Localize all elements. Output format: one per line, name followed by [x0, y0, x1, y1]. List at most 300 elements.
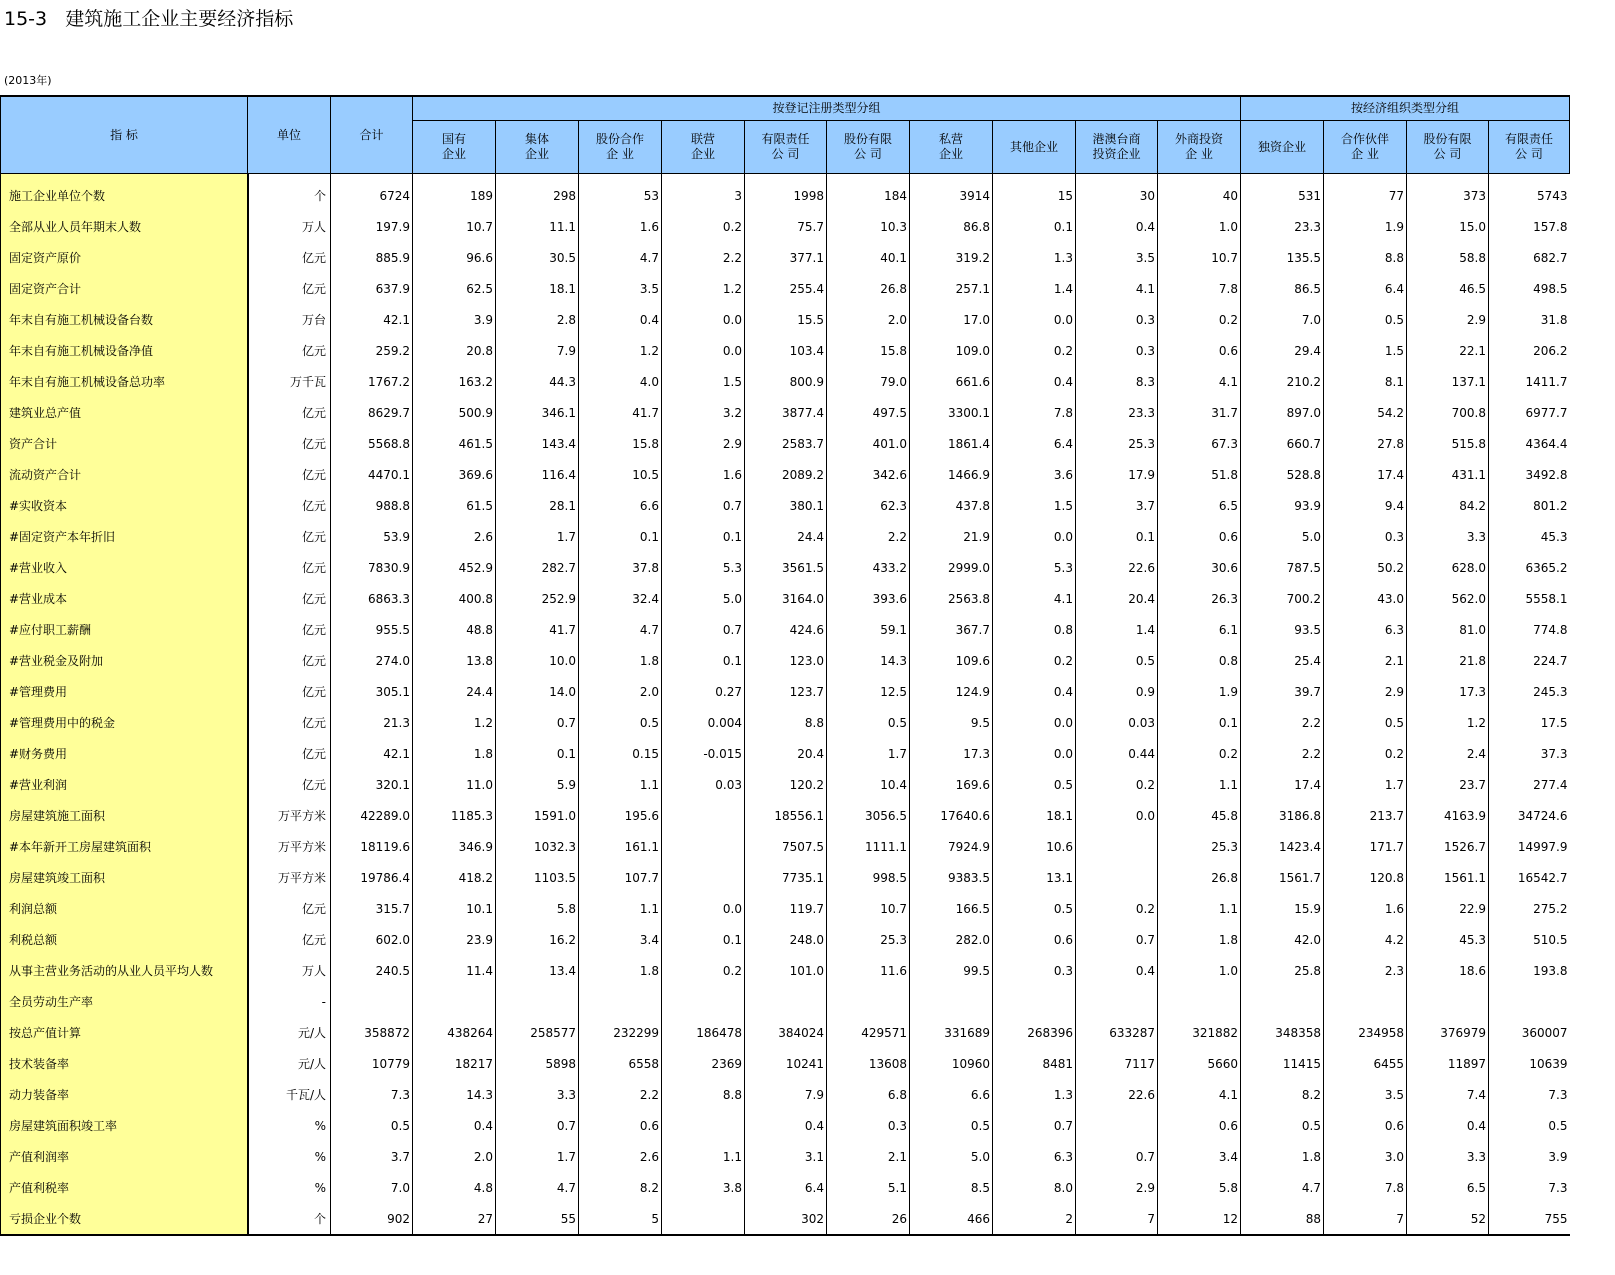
value-cell: 5558.1 — [1489, 583, 1570, 614]
table-row — [1, 738, 1570, 769]
indicator-name: #本年新开工房屋建筑面积 — [1, 831, 248, 862]
value-cell: 34724.6 — [1489, 800, 1570, 831]
value-cell: 3 — [662, 174, 745, 212]
table-row — [1, 862, 1570, 893]
value-cell: 11.4 — [413, 955, 496, 986]
total-value-cell: 5568.8 — [331, 428, 413, 459]
indicator-unit: 亿元 — [301, 747, 326, 761]
value-cell: 0.4 — [1076, 211, 1158, 242]
value-cell: 23.3 — [1076, 397, 1158, 428]
value-cell: 0.5 — [1076, 645, 1158, 676]
value-cell: 163.2 — [413, 366, 496, 397]
value-cell: 342.6 — [827, 459, 910, 490]
value-cell: 4.7 — [579, 242, 662, 273]
header-group-registration: 按登记注册类型分组 — [413, 96, 1241, 121]
value-cell: 2.9 — [1324, 676, 1407, 707]
value-cell: 346.1 — [496, 397, 579, 428]
value-cell: 1.8 — [1158, 924, 1241, 955]
value-cell: 2.2 — [579, 1079, 662, 1110]
table-row — [1, 707, 1570, 738]
header-column-line1: 合作伙伴 — [1340, 132, 1389, 146]
value-cell: 268396 — [993, 1017, 1076, 1048]
value-cell: 2.3 — [1324, 955, 1407, 986]
value-cell: 9.4 — [1324, 490, 1407, 521]
value-cell: 25.3 — [1076, 428, 1158, 459]
value-cell — [579, 986, 662, 1017]
header-indicator: 指 标 — [1, 96, 248, 174]
indicator-unit: 亿元 — [301, 437, 326, 451]
value-cell: 79.0 — [827, 366, 910, 397]
value-cell: 15 — [993, 174, 1076, 212]
value-cell: 3.3 — [1407, 521, 1489, 552]
value-cell: 8.5 — [910, 1172, 993, 1203]
value-cell: 189 — [413, 174, 496, 212]
value-cell: 29.4 — [1241, 335, 1324, 366]
value-cell: 8.8 — [662, 1079, 745, 1110]
value-cell: 1.2 — [662, 273, 745, 304]
value-cell: 1032.3 — [496, 831, 579, 862]
value-cell: 30.5 — [496, 242, 579, 273]
value-cell: 277.4 — [1489, 769, 1570, 800]
value-cell: 2.2 — [1241, 707, 1324, 738]
value-cell: 20.8 — [413, 335, 496, 366]
value-cell: 6.8 — [827, 1079, 910, 1110]
value-cell: 0.4 — [1076, 955, 1158, 986]
value-cell: 2.9 — [1407, 304, 1489, 335]
indicator-name: #营业收入 — [1, 552, 248, 583]
value-cell: 0.5 — [1324, 304, 1407, 335]
value-cell: 195.6 — [579, 800, 662, 831]
value-cell: 2089.2 — [745, 459, 827, 490]
value-cell: 123.7 — [745, 676, 827, 707]
header-column-line1: 股份合作 — [595, 132, 644, 146]
indicator-unit: 万人 — [301, 220, 326, 234]
table-row — [1, 1110, 1570, 1141]
value-cell: 0.6 — [1158, 1110, 1241, 1141]
table-row — [1, 831, 1570, 862]
value-cell: 3.6 — [993, 459, 1076, 490]
value-cell: 23.9 — [413, 924, 496, 955]
total-value-cell: 4470.1 — [331, 459, 413, 490]
value-cell: 438264 — [413, 1017, 496, 1048]
header-column-line1: 独资企业 — [1257, 139, 1306, 154]
value-cell: 10.7 — [827, 893, 910, 924]
value-cell: 1.0 — [1158, 211, 1241, 242]
value-cell: 7507.5 — [745, 831, 827, 862]
value-cell: 0.6 — [1158, 335, 1241, 366]
value-cell: 193.8 — [1489, 955, 1570, 986]
value-cell: 3914 — [910, 174, 993, 212]
value-cell: 2563.8 — [910, 583, 993, 614]
value-cell: 18217 — [413, 1048, 496, 1079]
value-cell — [1158, 986, 1241, 1017]
value-cell: 75.7 — [745, 211, 827, 242]
value-cell: 0.0 — [662, 335, 745, 366]
indicator-name: 固定资产合计 — [1, 273, 248, 304]
value-cell: 3.5 — [1324, 1079, 1407, 1110]
value-cell: 1.9 — [1158, 676, 1241, 707]
value-cell: 0.2 — [662, 211, 745, 242]
value-cell: 0.3 — [1076, 304, 1158, 335]
value-cell: 1423.4 — [1241, 831, 1324, 862]
value-cell: 53 — [579, 174, 662, 212]
header-column-line2: 企业 — [524, 147, 549, 161]
header-group-economic: 按经济组织类型分组 — [1241, 96, 1570, 121]
header-column-line2: 公 司 — [771, 147, 800, 161]
value-cell: 0.0 — [993, 304, 1076, 335]
indicator-name: 动力装备率 — [1, 1079, 248, 1110]
value-cell: 58.8 — [1407, 242, 1489, 273]
value-cell: 15.0 — [1407, 211, 1489, 242]
value-cell: 1111.1 — [827, 831, 910, 862]
indicator-unit: 万平方米 — [277, 840, 326, 854]
value-cell: 0.7 — [496, 707, 579, 738]
indicator-unit: 亿元 — [301, 468, 326, 482]
value-cell — [662, 862, 745, 893]
value-cell: 7 — [1076, 1203, 1158, 1235]
value-cell: 4.0 — [579, 366, 662, 397]
value-cell: 119.7 — [745, 893, 827, 924]
header-column — [1076, 121, 1158, 174]
value-cell: 0.0 — [993, 738, 1076, 769]
value-cell: 2.8 — [496, 304, 579, 335]
value-cell: 5.3 — [662, 552, 745, 583]
value-cell: 169.6 — [910, 769, 993, 800]
value-cell: 6.1 — [1158, 614, 1241, 645]
value-cell: 17.4 — [1241, 769, 1324, 800]
value-cell: 498.5 — [1489, 273, 1570, 304]
value-cell: 5.0 — [662, 583, 745, 614]
value-cell — [662, 986, 745, 1017]
value-cell: 7117 — [1076, 1048, 1158, 1079]
value-cell: 0.7 — [1076, 1141, 1158, 1172]
value-cell — [827, 986, 910, 1017]
value-cell: 45.3 — [1407, 924, 1489, 955]
value-cell: 437.8 — [910, 490, 993, 521]
value-cell: 61.5 — [413, 490, 496, 521]
value-cell: 3.4 — [1158, 1141, 1241, 1172]
value-cell: 1.3 — [993, 1079, 1076, 1110]
value-cell: 4.2 — [1324, 924, 1407, 955]
header-column-line1: 国有 — [441, 132, 466, 146]
value-cell: 1.1 — [579, 893, 662, 924]
value-cell: 0.5 — [579, 707, 662, 738]
header-column-line1: 有限责任 — [761, 132, 810, 146]
value-cell: -0.015 — [662, 738, 745, 769]
header-column-line2: 企业 — [690, 147, 715, 161]
value-cell: 1.2 — [413, 707, 496, 738]
value-cell: 400.8 — [413, 583, 496, 614]
value-cell: 1.8 — [579, 955, 662, 986]
table-row — [1, 986, 1570, 1017]
value-cell: 26.8 — [827, 273, 910, 304]
value-cell: 101.0 — [745, 955, 827, 986]
value-cell: 14.0 — [496, 676, 579, 707]
indicator-name: 资产合计 — [1, 428, 248, 459]
value-cell: 10.5 — [579, 459, 662, 490]
total-value-cell: 19786.4 — [331, 862, 413, 893]
value-cell: 3164.0 — [745, 583, 827, 614]
value-cell: 10960 — [910, 1048, 993, 1079]
header-column-line1: 外商投资 — [1174, 132, 1223, 146]
table-row — [1, 397, 1570, 428]
header-column-line1: 有限责任 — [1504, 132, 1553, 146]
value-cell: 15.5 — [745, 304, 827, 335]
value-cell: 14997.9 — [1489, 831, 1570, 862]
value-cell: 84.2 — [1407, 490, 1489, 521]
value-cell: 774.8 — [1489, 614, 1570, 645]
value-cell: 1.9 — [1324, 211, 1407, 242]
indicator-unit: % — [314, 1180, 326, 1195]
value-cell: 3.4 — [579, 924, 662, 955]
total-value-cell: 53.9 — [331, 521, 413, 552]
indicator-name: 房屋建筑面积竣工率 — [1, 1110, 248, 1141]
value-cell: 1.3 — [993, 242, 1076, 273]
table-row — [1, 1203, 1570, 1235]
value-cell: 633287 — [1076, 1017, 1158, 1048]
indicator-name: 全部从业人员年期末人数 — [1, 211, 248, 242]
indicator-unit: 亿元 — [301, 592, 326, 606]
value-cell: 18.1 — [993, 800, 1076, 831]
indicator-name: #应付职工薪酬 — [1, 614, 248, 645]
value-cell: 93.9 — [1241, 490, 1324, 521]
indicator-unit: 元/人 — [297, 1026, 326, 1040]
value-cell: 22.6 — [1076, 1079, 1158, 1110]
value-cell: 120.2 — [745, 769, 827, 800]
value-cell: 123.0 — [745, 645, 827, 676]
value-cell — [1489, 986, 1570, 1017]
table-row — [1, 924, 1570, 955]
value-cell: 9383.5 — [910, 862, 993, 893]
table-row — [1, 955, 1570, 986]
value-cell: 1.8 — [579, 645, 662, 676]
table-row — [1, 583, 1570, 614]
value-cell: 7924.9 — [910, 831, 993, 862]
value-cell: 6.3 — [1324, 614, 1407, 645]
value-cell: 0.3 — [993, 955, 1076, 986]
value-cell: 3300.1 — [910, 397, 993, 428]
value-cell: 0.4 — [579, 304, 662, 335]
value-cell: 3561.5 — [745, 552, 827, 583]
value-cell: 17.0 — [910, 304, 993, 335]
indicator-name: 房屋建筑竣工面积 — [1, 862, 248, 893]
value-cell: 2.0 — [579, 676, 662, 707]
value-cell: 103.4 — [745, 335, 827, 366]
table-row — [1, 490, 1570, 521]
value-cell: 54.2 — [1324, 397, 1407, 428]
value-cell: 433.2 — [827, 552, 910, 583]
value-cell: 515.8 — [1407, 428, 1489, 459]
value-cell — [1407, 986, 1489, 1017]
value-cell: 10639 — [1489, 1048, 1570, 1079]
value-cell: 4.8 — [413, 1172, 496, 1203]
total-value-cell: 18119.6 — [331, 831, 413, 862]
table-row — [1, 645, 1570, 676]
value-cell: 20.4 — [745, 738, 827, 769]
value-cell: 393.6 — [827, 583, 910, 614]
value-cell: 255.4 — [745, 273, 827, 304]
value-cell: 17.9 — [1076, 459, 1158, 490]
value-cell — [1076, 831, 1158, 862]
value-cell: 39.7 — [1241, 676, 1324, 707]
table-row — [1, 800, 1570, 831]
value-cell: 367.7 — [910, 614, 993, 645]
indicator-unit: 亿元 — [301, 251, 326, 265]
value-cell: 660.7 — [1241, 428, 1324, 459]
value-cell: 0.1 — [1158, 707, 1241, 738]
value-cell: 0.1 — [662, 924, 745, 955]
value-cell: 26 — [827, 1203, 910, 1235]
header-column — [579, 121, 662, 174]
value-cell: 0.5 — [1489, 1110, 1570, 1141]
value-cell: 275.2 — [1489, 893, 1570, 924]
value-cell: 2.2 — [827, 521, 910, 552]
total-value-cell: 7830.9 — [331, 552, 413, 583]
total-value-cell: 6863.3 — [331, 583, 413, 614]
indicator-unit: 万台 — [301, 313, 326, 327]
value-cell: 682.7 — [1489, 242, 1570, 273]
indicator-name: 利税总额 — [1, 924, 248, 955]
header-total: 合计 — [331, 96, 413, 174]
value-cell: 23.3 — [1241, 211, 1324, 242]
value-cell: 0.9 — [1076, 676, 1158, 707]
value-cell: 0.1 — [579, 521, 662, 552]
value-cell: 234958 — [1324, 1017, 1407, 1048]
value-cell: 5.8 — [1158, 1172, 1241, 1203]
value-cell: 346.9 — [413, 831, 496, 862]
indicator-unit: 亿元 — [301, 561, 326, 575]
value-cell — [1076, 862, 1158, 893]
value-cell: 93.5 — [1241, 614, 1324, 645]
header-column-line2: 企 业 — [606, 147, 634, 161]
indicator-unit: 亿元 — [301, 933, 326, 947]
value-cell: 7.8 — [1324, 1172, 1407, 1203]
value-cell: 24.4 — [413, 676, 496, 707]
value-cell: 11.1 — [496, 211, 579, 242]
value-cell: 4.1 — [993, 583, 1076, 614]
header-column — [662, 121, 745, 174]
value-cell: 96.6 — [413, 242, 496, 273]
value-cell: 0.5 — [1324, 707, 1407, 738]
value-cell: 1.7 — [496, 1141, 579, 1172]
year-note: (2013年) — [4, 74, 52, 87]
value-cell: 3.9 — [1489, 1141, 1570, 1172]
value-cell — [662, 1203, 745, 1235]
value-cell: 7.0 — [1241, 304, 1324, 335]
value-cell — [1324, 986, 1407, 1017]
value-cell: 700.8 — [1407, 397, 1489, 428]
value-cell: 45.8 — [1158, 800, 1241, 831]
value-cell: 497.5 — [827, 397, 910, 428]
indicator-table — [0, 95, 1570, 1236]
value-cell: 26.8 — [1158, 862, 1241, 893]
indicator-unit: 千瓦/人 — [285, 1088, 326, 1102]
value-cell: 0.15 — [579, 738, 662, 769]
total-value-cell: 21.3 — [331, 707, 413, 738]
total-value-cell — [331, 986, 413, 1017]
indicator-name: #财务费用 — [1, 738, 248, 769]
value-cell: 0.5 — [993, 893, 1076, 924]
value-cell: 42.0 — [1241, 924, 1324, 955]
total-value-cell: 10779 — [331, 1048, 413, 1079]
value-cell: 15.8 — [827, 335, 910, 366]
indicator-name: #固定资产本年折旧 — [1, 521, 248, 552]
value-cell: 22.9 — [1407, 893, 1489, 924]
value-cell: 4.7 — [496, 1172, 579, 1203]
header-column — [827, 121, 910, 174]
value-cell: 0.4 — [745, 1110, 827, 1141]
value-cell: 452.9 — [413, 552, 496, 583]
value-cell: 0.4 — [413, 1110, 496, 1141]
value-cell: 11415 — [1241, 1048, 1324, 1079]
value-cell: 55 — [496, 1203, 579, 1235]
value-cell: 0.1 — [662, 645, 745, 676]
table-row — [1, 211, 1570, 242]
value-cell: 0.2 — [993, 645, 1076, 676]
header-column — [1158, 121, 1241, 174]
value-cell: 0.2 — [1076, 769, 1158, 800]
value-cell: 5.0 — [1241, 521, 1324, 552]
value-cell: 1.7 — [1324, 769, 1407, 800]
value-cell: 2.1 — [827, 1141, 910, 1172]
value-cell: 20.4 — [1076, 583, 1158, 614]
value-cell: 6.5 — [1407, 1172, 1489, 1203]
value-cell: 45.3 — [1489, 521, 1570, 552]
value-cell: 897.0 — [1241, 397, 1324, 428]
value-cell: 5 — [579, 1203, 662, 1235]
total-value-cell: 8629.7 — [331, 397, 413, 428]
value-cell: 248.0 — [745, 924, 827, 955]
value-cell: 232299 — [579, 1017, 662, 1048]
value-cell: 116.4 — [496, 459, 579, 490]
value-cell: 40.1 — [827, 242, 910, 273]
value-cell: 257.1 — [910, 273, 993, 304]
table-row — [1, 335, 1570, 366]
header-column — [1489, 121, 1570, 174]
header-column — [910, 121, 993, 174]
indicator-unit: % — [314, 1118, 326, 1133]
value-cell: 124.9 — [910, 676, 993, 707]
total-value-cell: 7.3 — [331, 1079, 413, 1110]
value-cell: 258577 — [496, 1017, 579, 1048]
value-cell: 166.5 — [910, 893, 993, 924]
value-cell: 0.0 — [993, 521, 1076, 552]
value-cell: 17.3 — [910, 738, 993, 769]
value-cell: 21.8 — [1407, 645, 1489, 676]
value-cell: 800.9 — [745, 366, 827, 397]
value-cell: 18.1 — [496, 273, 579, 304]
indicator-name: #管理费用中的税金 — [1, 707, 248, 738]
header-column — [1407, 121, 1489, 174]
value-cell: 1.6 — [662, 459, 745, 490]
value-cell: 0.6 — [1324, 1110, 1407, 1141]
value-cell: 2.6 — [579, 1141, 662, 1172]
value-cell: 1.7 — [496, 521, 579, 552]
value-cell: 27 — [413, 1203, 496, 1235]
value-cell: 0.44 — [1076, 738, 1158, 769]
value-cell: 0.5 — [1241, 1110, 1324, 1141]
value-cell: 1.8 — [413, 738, 496, 769]
value-cell: 8.2 — [579, 1172, 662, 1203]
value-cell: 51.8 — [1158, 459, 1241, 490]
table-row — [1, 242, 1570, 273]
value-cell: 369.6 — [413, 459, 496, 490]
value-cell: 17.4 — [1324, 459, 1407, 490]
value-cell: 46.5 — [1407, 273, 1489, 304]
header-column-line1: 私营 — [938, 132, 963, 146]
value-cell: 10.7 — [1158, 242, 1241, 273]
total-value-cell: 42.1 — [331, 738, 413, 769]
